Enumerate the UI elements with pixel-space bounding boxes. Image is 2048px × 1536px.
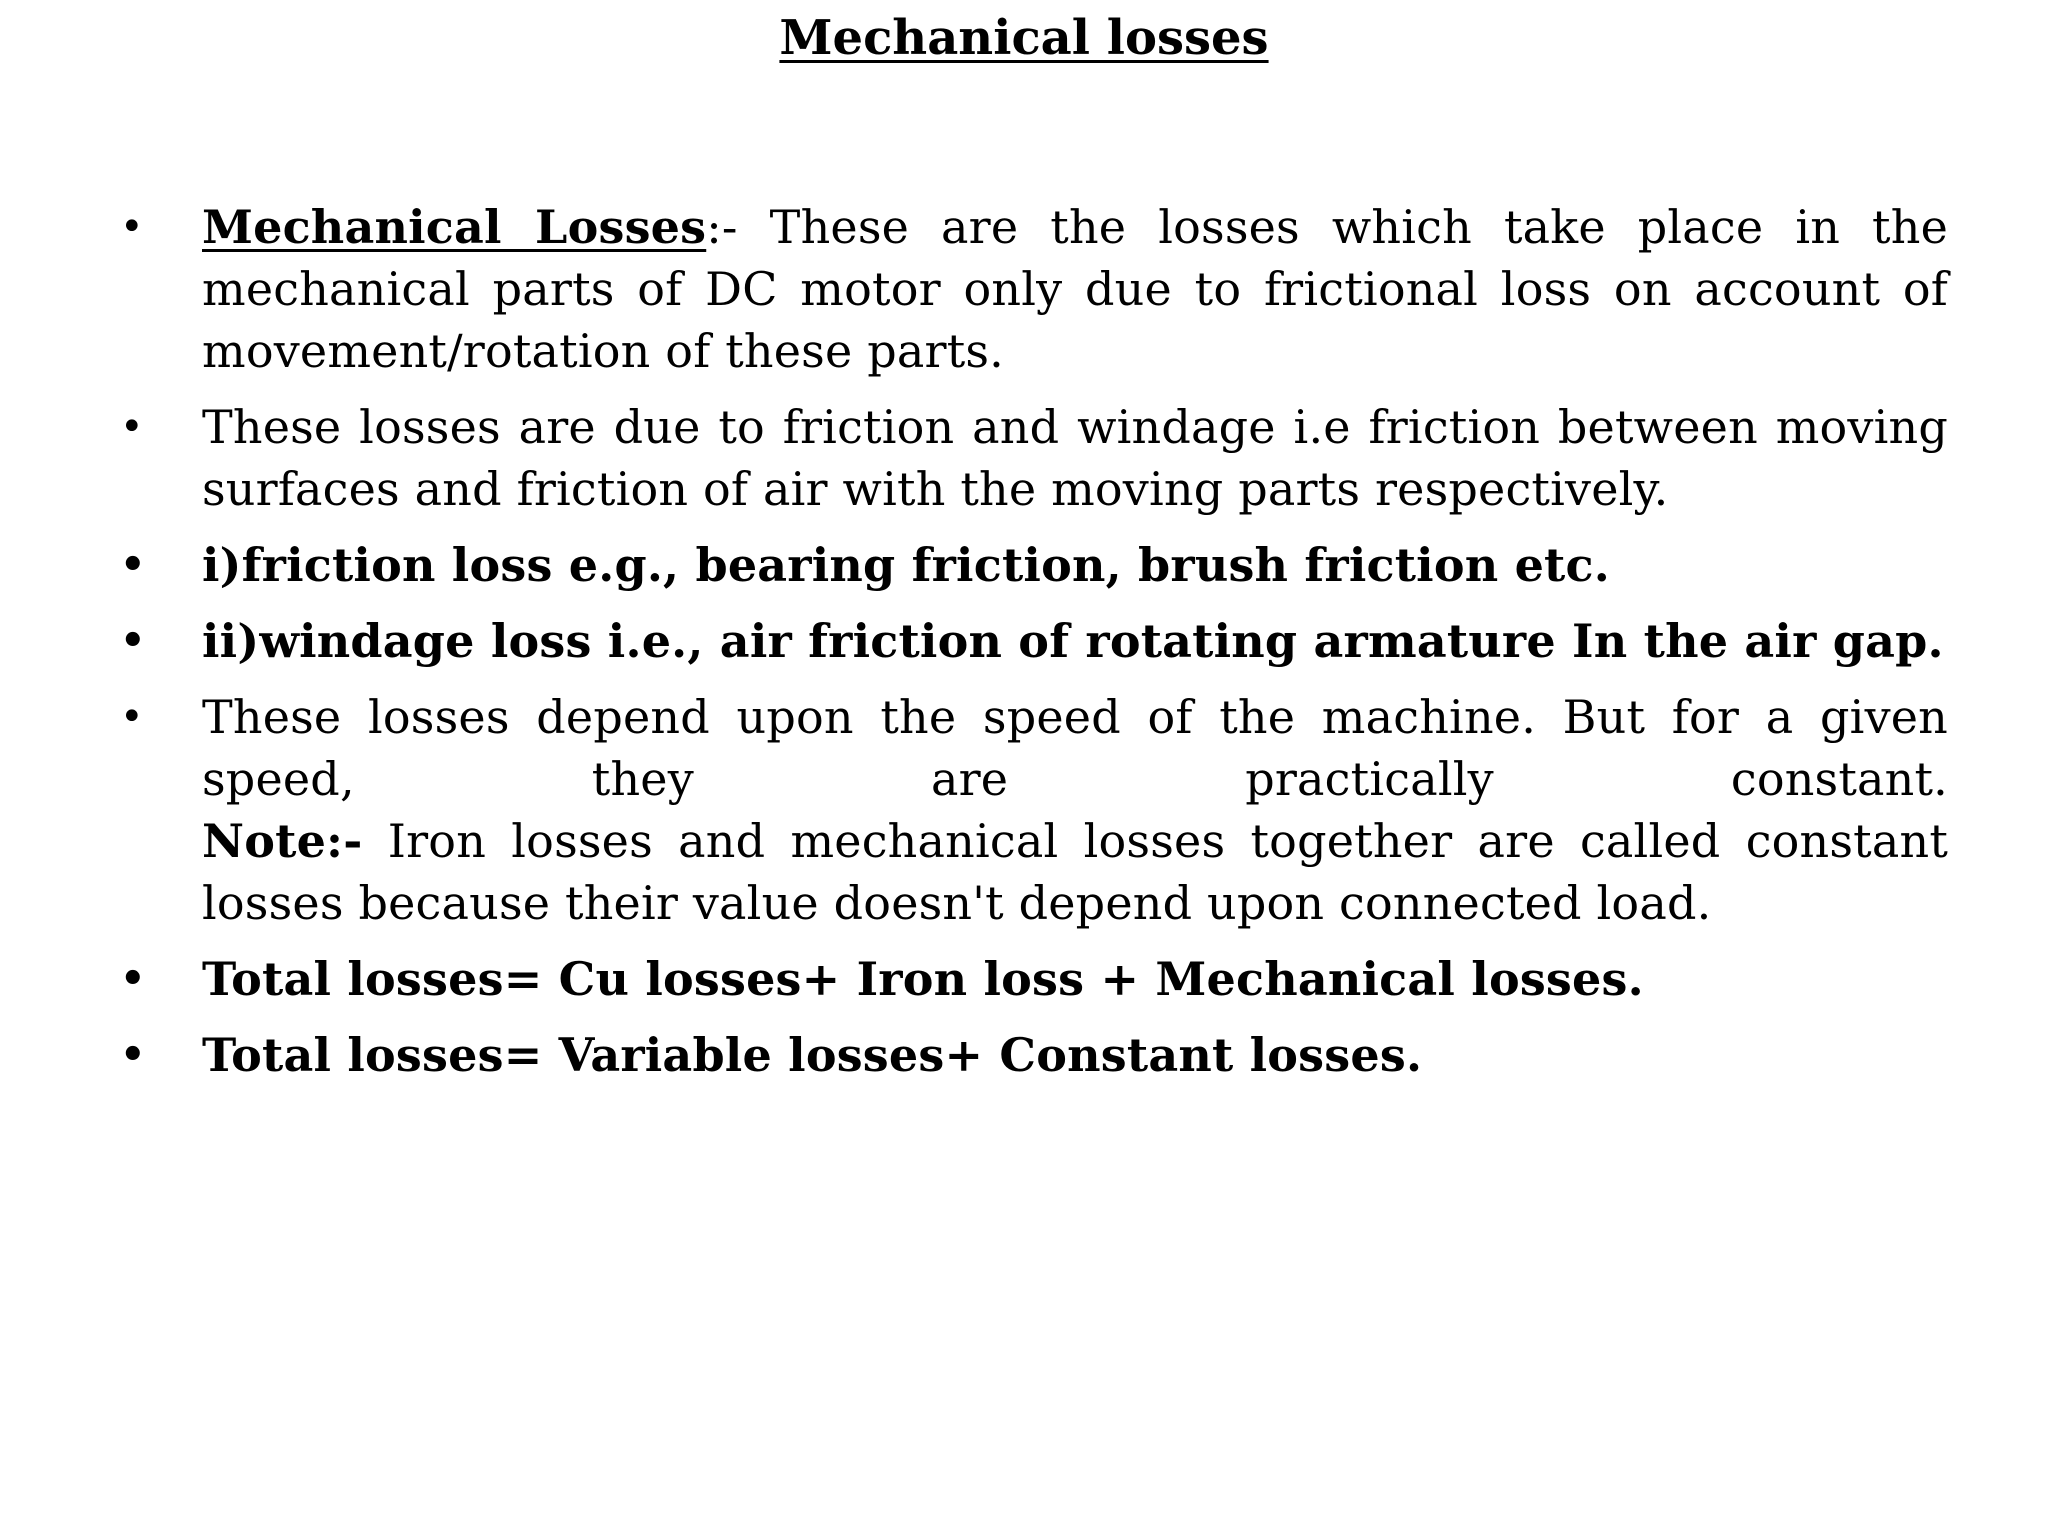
note-label: Note:- — [202, 814, 363, 868]
bullet-item-speed-dependence — [120, 686, 1948, 934]
speed-dependence-text: • These losses depend upon the speed of the machine. But for a given speed, they are practically constant. — [202, 690, 1948, 806]
bullet-item-total-losses-components — [120, 948, 1948, 1010]
bullet-list — [120, 196, 1948, 1100]
page-title-text: Mechanical losses — [779, 10, 1269, 66]
windage-loss-text: ii)windage loss i.e., air friction of rotating armature In the air gap. — [202, 614, 1944, 668]
note-text: Iron losses and mechanical losses together are called constant losses because their value doesn't depend upon connected load. — [202, 814, 1948, 930]
friction-loss-text: i)friction loss e.g., bearing friction, brush friction etc. — [202, 538, 1610, 592]
term-mechanical-losses: Mechanical Losses — [202, 200, 707, 254]
definition-text: These are the losses which take place in the mechanical parts of DC motor only due to frictional loss on account of movement/rotation of these parts. — [202, 200, 1948, 378]
bullet-item-friction-windage — [120, 396, 1948, 520]
term-separator: :- — [706, 200, 738, 254]
friction-windage-text: These losses are due to friction and windage i.e friction between moving surfaces and friction of air with the moving parts respectively. — [202, 400, 1948, 516]
bullet-item-windage-loss — [120, 610, 1948, 672]
bullet-item-friction-loss — [120, 534, 1948, 596]
bullet-item-mechanical-losses-definition — [120, 196, 1948, 382]
total-losses-summary-text: Total losses= Variable losses+ Constant losses. — [202, 1028, 1423, 1082]
bullet-item-total-losses-summary — [120, 1024, 1948, 1086]
page-title — [0, 6, 2048, 70]
total-losses-components-text: Total losses= Cu losses+ Iron loss + Mechanical losses. — [202, 952, 1644, 1006]
